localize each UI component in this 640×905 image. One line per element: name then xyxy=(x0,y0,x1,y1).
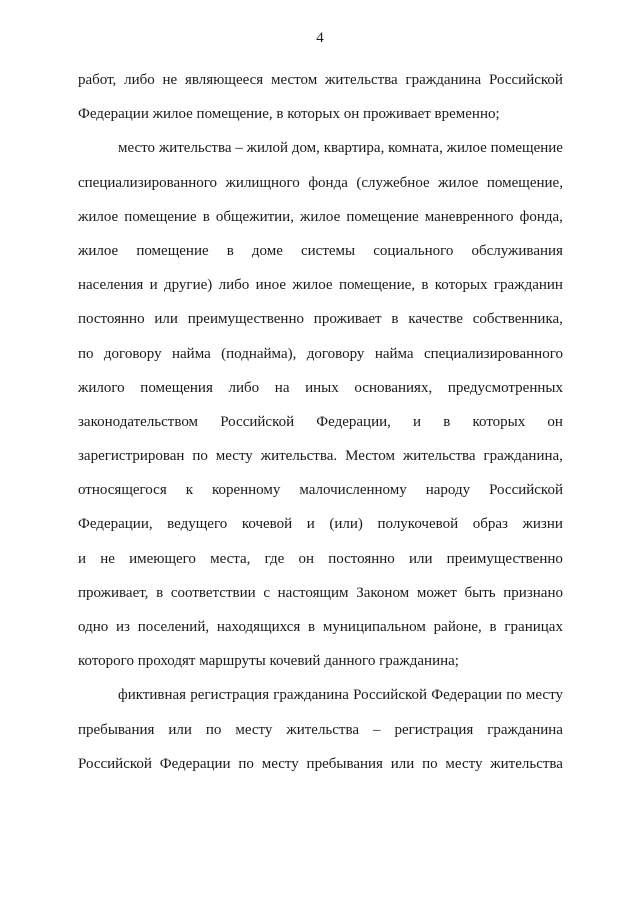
paragraph-start-line: фиктивная регистрация гражданина Российской Федерации по месту xyxy=(118,687,563,704)
text-line: населения и другие) либо иное жилое помещение, в которых гражданин xyxy=(78,277,563,294)
text-line: и не имеющего места, где он постоянно или преимущественно xyxy=(78,550,563,567)
text-line: жилое помещение в общежитии, жилое помещение маневренного фонда, xyxy=(78,208,563,225)
paragraph-start-line: место жительства – жилой дом, квартира, комната, жилое помещение xyxy=(118,140,563,157)
text-line: по договору найма (поднайма), договору найма специализированного xyxy=(78,345,563,362)
text-line: одно из поселений, находящихся в муниципальном районе, в границах xyxy=(78,619,563,635)
text-line: работ, либо не являющееся местом жительства гражданина Российской xyxy=(78,72,563,88)
text-line: проживает, в соответствии с настоящим Законом может быть признано xyxy=(78,584,563,601)
text-line: зарегистрирован по месту жительства. Местом жительства гражданина, xyxy=(78,448,563,465)
text-line: Федерации жилое помещение, в которых он проживает временно; xyxy=(78,106,500,123)
text-line: жилое помещение в доме системы социального обслуживания xyxy=(78,242,563,259)
text-line: Российской Федерации по месту пребывания или по месту жительства xyxy=(78,755,563,772)
page-number: 4 xyxy=(316,30,324,46)
document-body xyxy=(78,63,563,781)
text-line: которого проходят маршруты кочевий данного гражданина; xyxy=(78,653,459,670)
text-line: относящегося к коренному малочисленному народу Российской xyxy=(78,482,563,499)
text-line: специализированного жилищного фонда (служебное жилое помещение, xyxy=(78,174,563,191)
text-line: постоянно или преимущественно проживает в качестве собственника, xyxy=(78,311,563,328)
text-line: пребывания или по месту жительства – регистрация гражданина xyxy=(78,721,563,738)
text-line: Федерации, ведущего кочевой и (или) полукочевой образ жизни xyxy=(78,516,563,533)
text-line: жилого помещения либо на иных основаниях, предусмотренных xyxy=(78,379,563,396)
text-line: законодательством Российской Федерации, и в которых он xyxy=(78,413,563,430)
